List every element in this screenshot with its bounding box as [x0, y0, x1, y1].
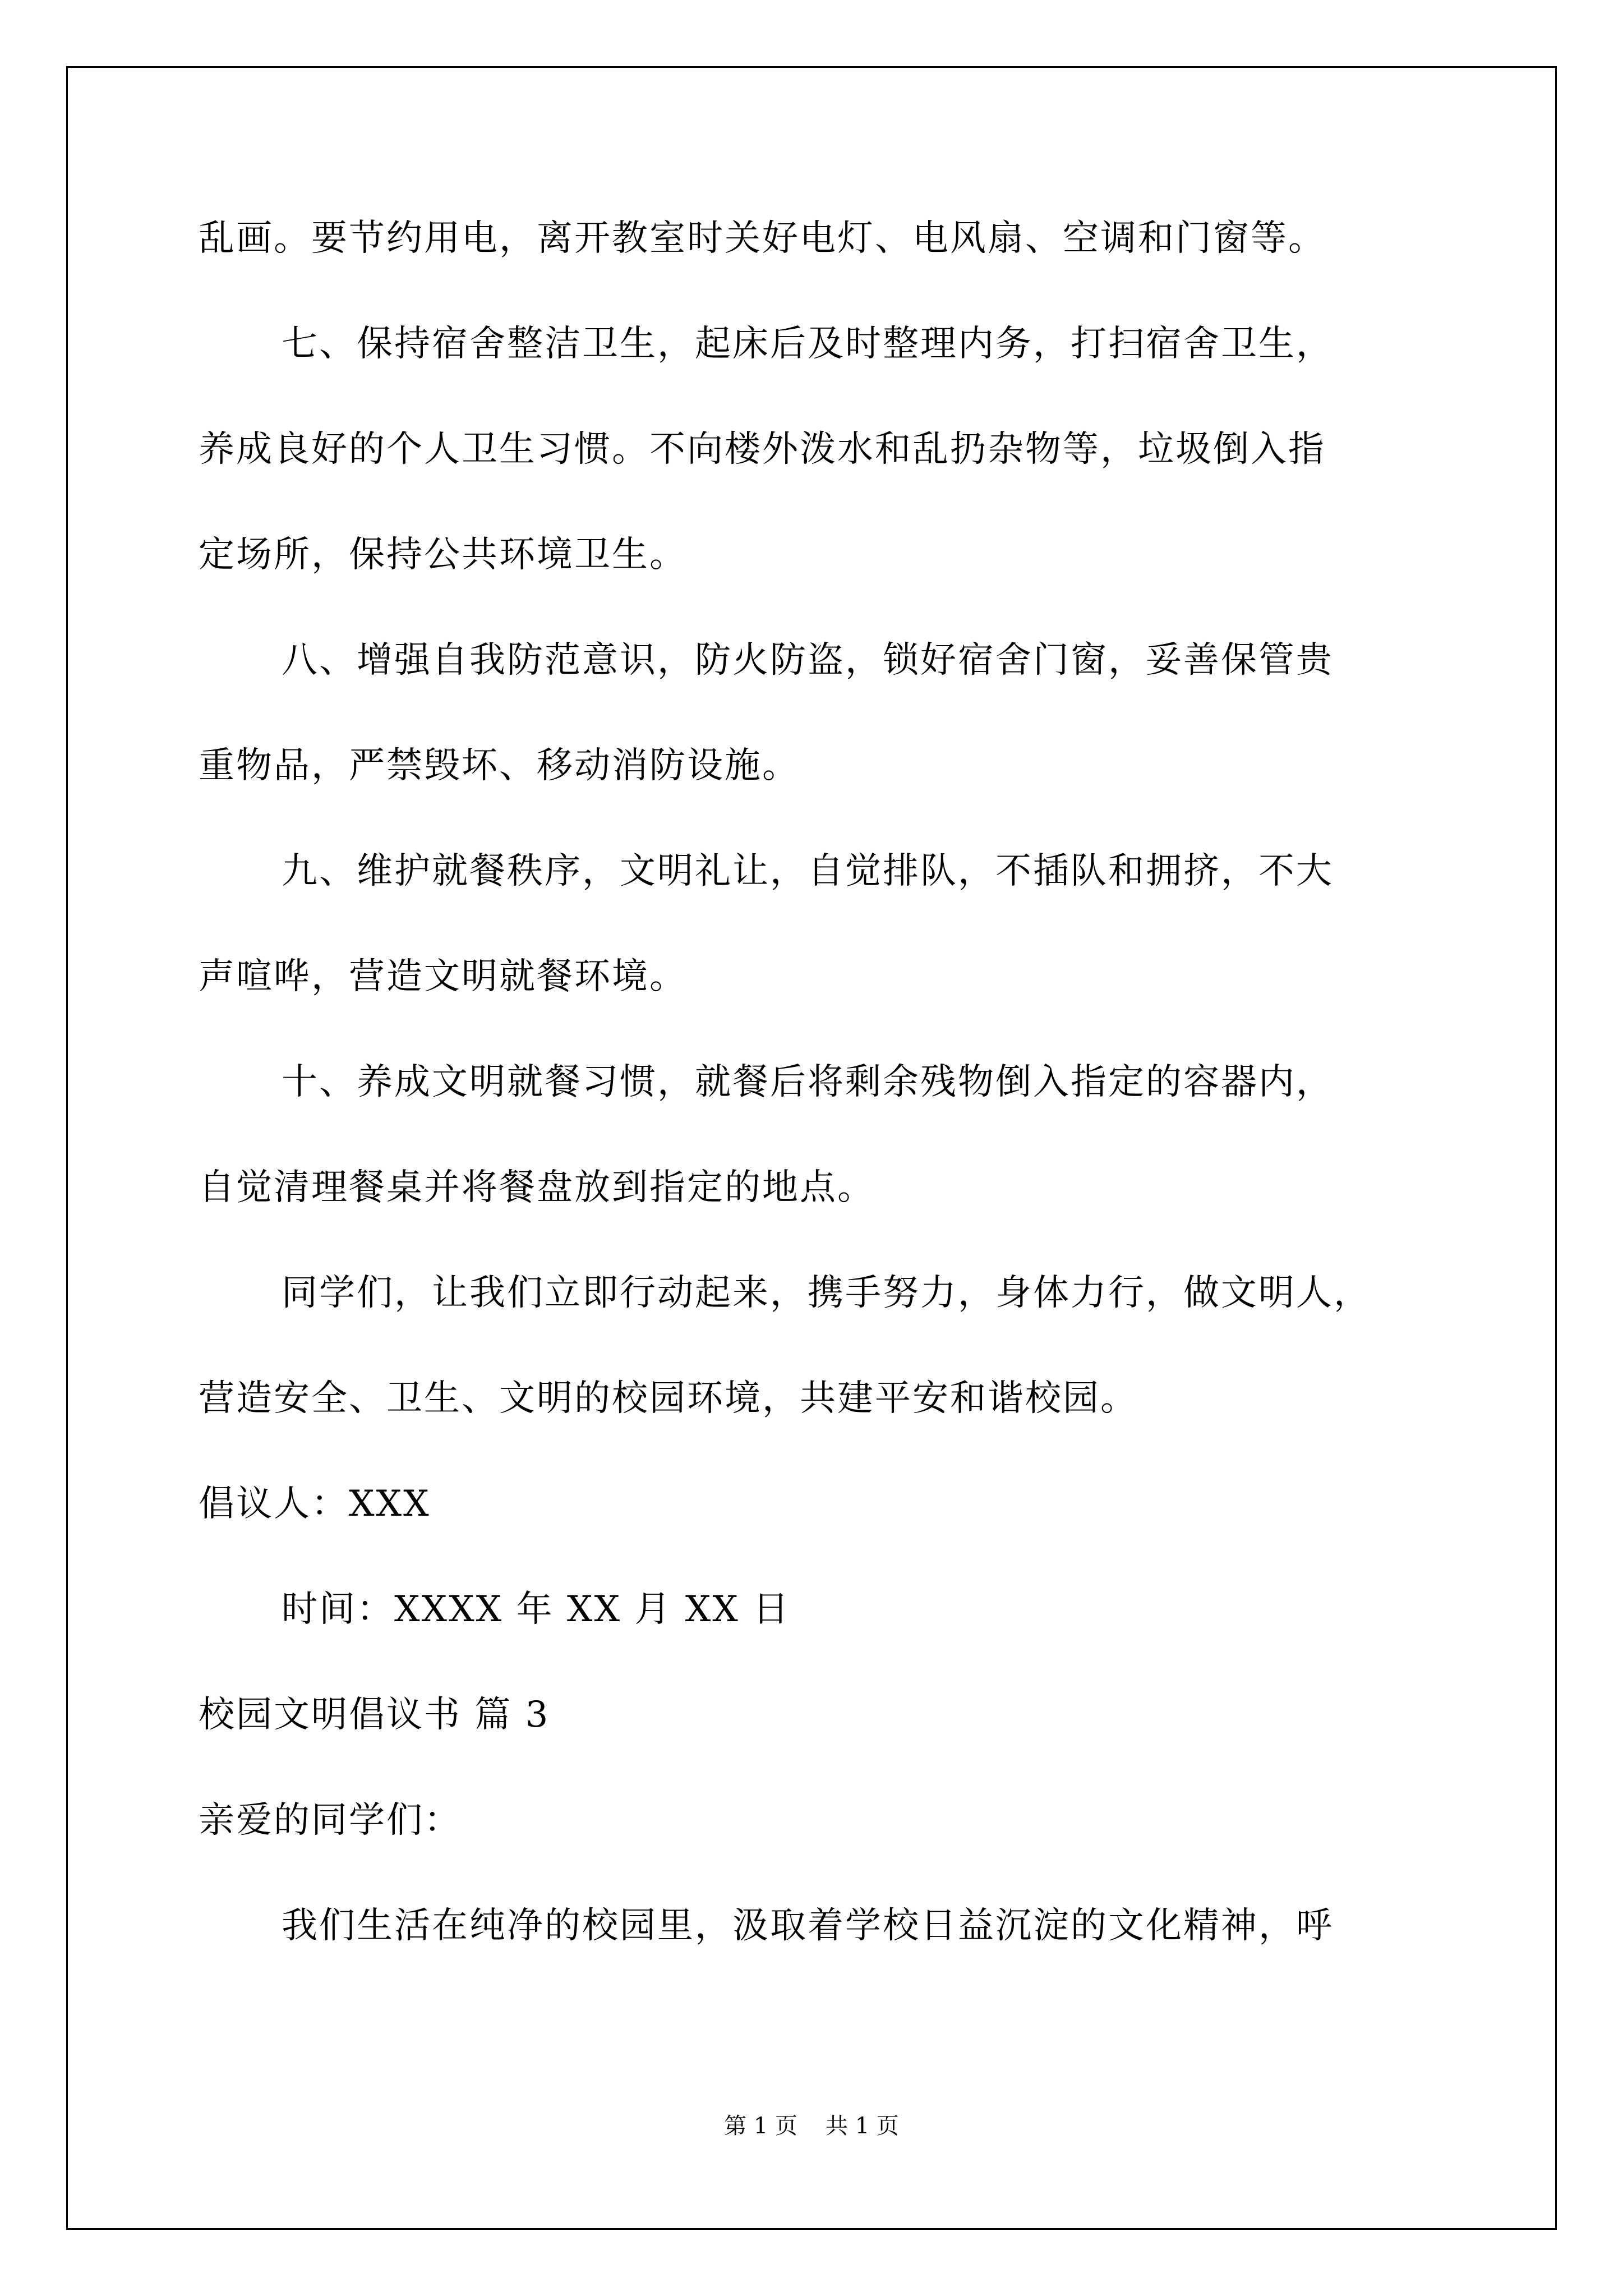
text-line: 十、养成文明就餐习惯，就餐后将剩余残物倒入指定的容器内，: [282, 1061, 1334, 1103]
text-line: 九、维护就餐秩序，文明礼让，自觉排队，不插队和拥挤，不大: [282, 850, 1334, 892]
page-total: 共 1 页: [826, 2113, 899, 2139]
text-line: 我们生活在纯净的校园里，汲取着学校日益沉淀的文化精神，呼: [282, 1905, 1334, 1947]
page-number: 第 1 页: [724, 2113, 797, 2139]
text-line: 养成良好的个人卫生习惯。不向楼外泼水和乱扔杂物等，垃圾倒入指: [199, 429, 1326, 470]
text-line: 乱画。要节约用电，离开教室时关好电灯、电风扇、空调和门窗等。: [199, 218, 1326, 259]
text-line: 七、保持宿舍整洁卫生，起床后及时整理内务，打扫宿舍卫生，: [282, 323, 1334, 365]
text-line: 同学们，让我们立即行动起来，携手努力，身体力行，做文明人，: [282, 1272, 1371, 1314]
section-heading: 校园文明倡议书 篇 3: [199, 1694, 550, 1736]
text-line: 重物品，严禁毁坏、移动消防设施。: [199, 745, 800, 786]
text-line: 声喧哗，营造文明就餐环境。: [199, 956, 687, 997]
text-line: 八、增强自我防范意识，防火防盗，锁好宿舍门窗，妥善保管贵: [282, 639, 1334, 681]
date-line: 时间：XXXX 年 XX 月 XX 日: [282, 1589, 791, 1630]
text-line: 定场所，保持公共环境卫生。: [199, 534, 687, 576]
text-line: 自觉清理餐桌并将餐盘放到指定的地点。: [199, 1167, 875, 1208]
page-footer: [0, 2112, 1623, 2140]
signature-line: 倡议人：XXX: [199, 1483, 431, 1525]
document-body: [199, 213, 1460, 2006]
text-line: 营造安全、卫生、文明的校园环境，共建平安和谐校园。: [199, 1378, 1138, 1419]
salutation: 亲爱的同学们：: [199, 1800, 462, 1841]
